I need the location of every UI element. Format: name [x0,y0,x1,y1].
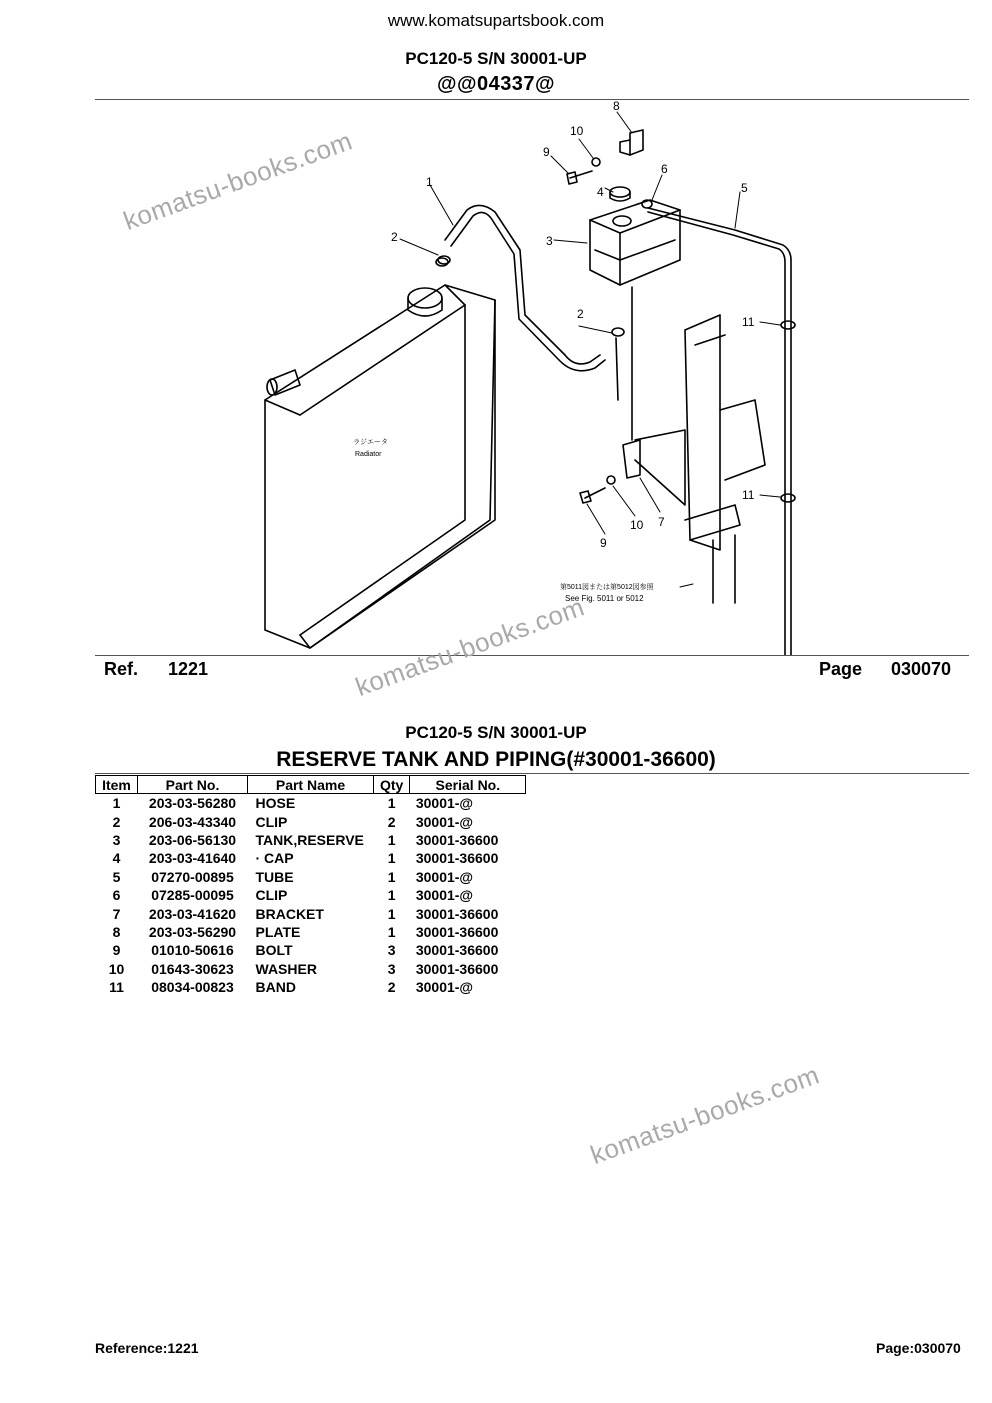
watermark: komatsu-books.com [119,125,357,237]
cell-part-no: 01010-50616 [151,942,234,959]
cell-part-no: 203-03-41620 [148,905,237,922]
table-row [96,941,526,959]
radiator-label-jp: ラジエータ [353,439,388,446]
cell-part-no: 203-03-56290 [148,923,237,940]
radiator-label: Radiator [355,451,382,458]
cell-item: 4 [112,850,121,867]
cell-qty: 3 [387,942,396,959]
cell-part-name: HOSE [255,795,296,812]
page-value: 030070 [891,659,952,679]
cell-serial-no: 30001-@ [415,979,474,996]
callout-8: 8 [613,100,620,113]
cell-serial-no: 30001-36600 [415,905,499,922]
callout-9b: 9 [600,536,607,550]
cell-item: 3 [112,831,121,848]
cell-qty: 2 [387,979,396,996]
cell-qty: 1 [387,850,396,867]
callout-4: 4 [597,185,604,199]
cell-qty: 1 [387,868,396,885]
cell-qty: 1 [387,923,396,940]
table-row [96,812,526,830]
cell-part-name: CLIP [255,887,288,904]
cell-part-no: 08034-00823 [151,979,234,996]
col-part-no: Part No. [138,776,248,794]
ref-divider [95,655,969,656]
note-label-jp: 第5011図または第5012図参照 [560,584,654,591]
callout-7: 7 [658,515,665,529]
table-row [96,960,526,978]
table-row [96,794,526,813]
model-heading: PC120-5 S/N 30001-UP [405,49,587,68]
cell-serial-no: 30001-@ [415,813,474,830]
cell-serial-no: 30001-36600 [415,850,499,867]
section-title: RESERVE TANK AND PIPING(#30001-36600) [276,748,716,771]
cell-qty: 1 [387,905,396,922]
cell-item: 7 [112,905,121,922]
cell-qty: 1 [387,795,396,812]
cell-part-no: 203-03-56280 [148,795,237,812]
col-serial: Serial No. [410,776,526,794]
table-row [96,868,526,886]
col-item: Item [96,776,138,794]
cell-part-name: BOLT [255,942,293,959]
cell-part-name: · CAP [255,850,294,867]
cell-part-no: 203-03-41640 [148,850,237,867]
footer-reference: Reference:1221 [95,1340,199,1356]
cell-qty: 1 [387,887,396,904]
cell-item: 1 [112,795,121,812]
cell-serial-no: 30001-36600 [415,942,499,959]
cell-part-no: 07270-00895 [151,868,234,885]
cell-part-no: 01643-30623 [151,960,234,977]
table-row [96,923,526,941]
ref-value: 1221 [168,659,209,679]
section-model: PC120-5 S/N 30001-UP [405,723,587,742]
cell-item: 8 [112,923,121,940]
callout-11: 11 [742,315,755,329]
cell-part-no: 206-03-43340 [148,813,237,830]
cell-item: 6 [112,887,121,904]
cell-item: 10 [108,960,125,977]
col-qty: Qty [374,776,410,794]
cell-item: 9 [112,942,121,959]
watermark: komatsu-books.com [351,591,589,703]
cell-serial-no: 30001-36600 [415,831,499,848]
plate [630,130,643,155]
callout-5: 5 [741,181,748,195]
ref-label: Ref. [104,659,139,679]
cell-part-name: TANK,RESERVE [255,831,364,848]
callout-2: 2 [391,230,398,244]
table-header-row [96,776,526,794]
table-row [96,904,526,922]
cell-serial-no: 30001-36600 [415,960,499,977]
parts-table-body [96,794,526,997]
hose [445,205,600,363]
website-url: www.komatsupartsbook.com [387,11,605,30]
radiator-core [300,305,465,635]
table-row [96,849,526,867]
callout-11b: 11 [742,488,755,502]
callout-2b: 2 [577,307,584,321]
callout-10b: 10 [630,518,644,532]
cell-part-no: 203-06-56130 [148,831,237,848]
cell-part-name: WASHER [255,960,317,977]
cell-qty: 3 [387,960,396,977]
parts-table [95,775,526,996]
catalog-code: @@04337@ [436,73,556,95]
callout-6: 6 [661,162,668,176]
watermark: komatsu-books.com [586,1059,824,1171]
table-row [96,978,526,996]
bracket [623,440,640,478]
cell-part-name: BRACKET [255,905,324,922]
callout-9: 9 [543,145,550,159]
callout-10: 10 [570,124,584,138]
cell-item: 2 [112,813,121,830]
table-row [96,831,526,849]
cell-qty: 1 [387,831,396,848]
page-label: Page [819,659,863,679]
cell-part-name: TUBE [255,868,294,885]
cell-serial-no: 30001-@ [415,868,474,885]
cell-part-name: PLATE [255,923,301,940]
cell-item: 5 [112,868,121,885]
cell-serial-no: 30001-36600 [415,923,499,940]
footer-page: Page:030070 [876,1340,961,1356]
note-label: See Fig. 5011 or 5012 [565,594,644,603]
callout-3: 3 [546,234,553,248]
cell-serial-no: 30001-@ [415,887,474,904]
cell-item: 11 [109,979,124,996]
radiator-outline [265,285,495,648]
title-divider [95,773,969,774]
table-row [96,886,526,904]
cell-qty: 2 [387,813,396,830]
cell-serial-no: 30001-@ [415,795,474,812]
col-part-name: Part Name [248,776,374,794]
cell-part-name: CLIP [255,813,288,830]
cell-part-name: BAND [255,979,296,996]
cell-part-no: 07285-00095 [151,887,234,904]
callout-1: 1 [426,175,433,189]
